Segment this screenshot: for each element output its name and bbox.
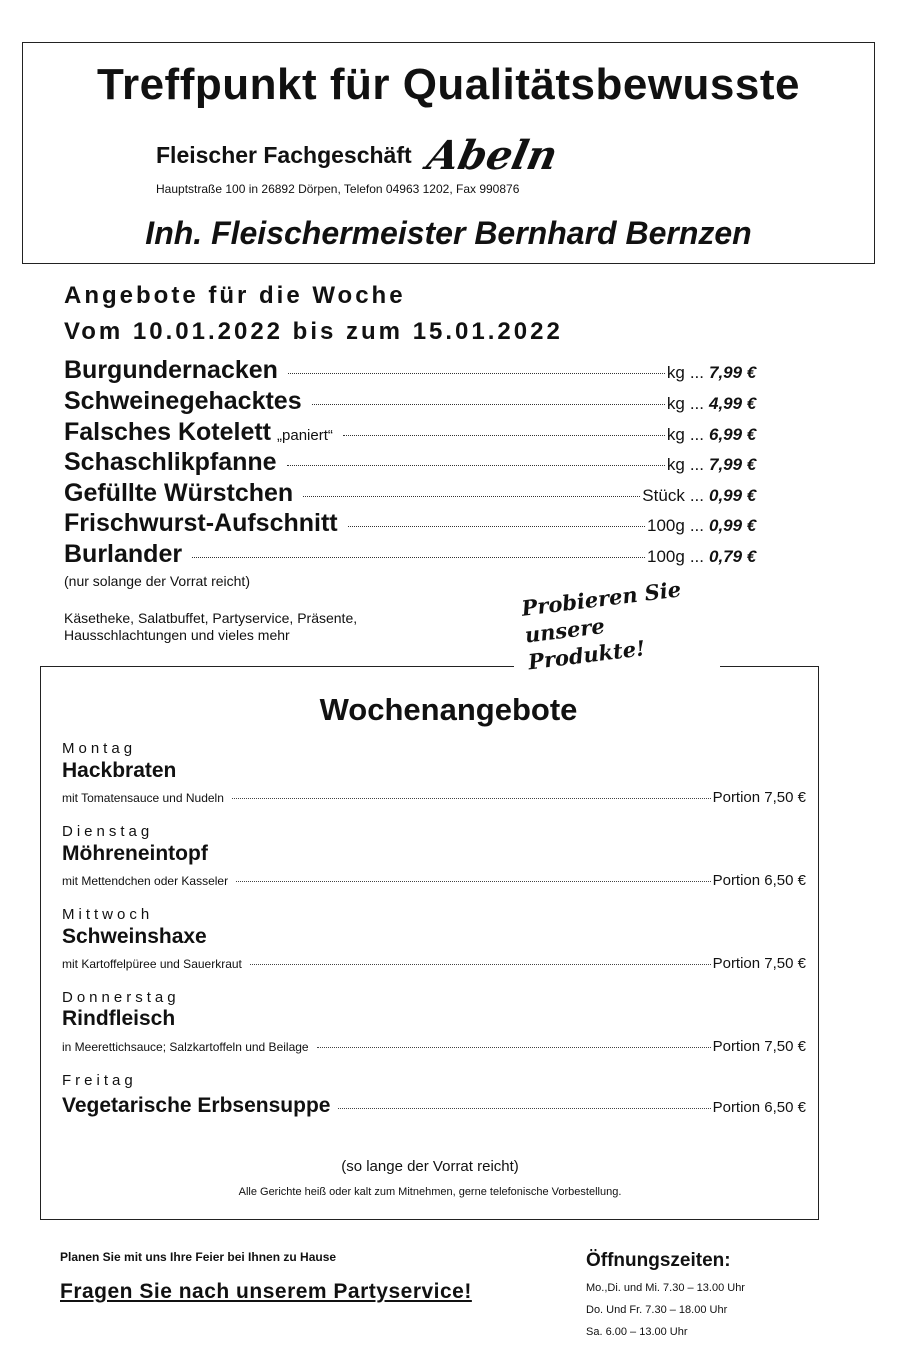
slogan-line-2: unsere Produkte! [523,613,647,675]
offer-separator: ... [689,547,704,566]
dish-row [62,1038,806,1055]
dish-price: Portion 6,50 € [712,1099,806,1116]
offer-separator: ... [689,516,704,535]
dish-price: Portion 7,50 € [712,1038,806,1055]
dish-price: Portion 7,50 € [712,955,806,972]
dot-leader [303,496,640,497]
dish-row [62,955,806,972]
opening-hours-title: Öffnungszeiten: [586,1250,731,1271]
dot-leader [312,404,665,405]
day-label: Dienstag [62,823,154,840]
offer-separator: ... [689,363,704,382]
offer-unit: 100g [647,516,685,535]
offer-unit: 100g [647,547,685,566]
availability-note: (nur solange der Vorrat reicht) [64,573,250,589]
day-label: Mittwoch [62,906,154,923]
offer-row [64,448,764,478]
dish-description: mit Tomatensauce und Nudeln [62,791,224,805]
offers-dates: Vom 10.01.2022 bis zum 15.01.2022 [64,318,563,345]
dish-price: Portion 6,50 € [712,872,806,889]
dot-leader [288,373,665,374]
slogan-line-1: Probieren Sie [520,576,683,621]
offer-price: 6,99 € [709,425,757,444]
offer-name: Falsches Kotelett „paniert“ [64,418,333,446]
page-title: Treffpunkt für Qualitätsbewusste [97,60,800,109]
dish-name: Rindfleisch [62,1007,176,1030]
offer-unit: kg [666,455,685,474]
offer-separator: ... [689,455,704,474]
offer-row [64,356,764,386]
dot-leader [343,435,665,436]
dish-name: Vegetarische Erbsensuppe [62,1094,331,1117]
shop-line [156,132,562,179]
opening-hours-line: Do. Und Fr. 7.30 – 18.00 Uhr [586,1304,728,1316]
dot-leader [236,881,711,882]
day-label: Montag [62,740,137,757]
offer-row [64,479,764,509]
offer-row [64,387,764,417]
party-plan-text: Planen Sie mit uns Ihre Feier bei Ihnen zu Hause [60,1250,337,1264]
offer-unit: kg [666,394,685,413]
dot-leader [232,798,711,799]
offer-name: Frischwurst-Aufschnitt [64,509,338,537]
offer-row [64,509,764,539]
offer-price: 0,99 € [709,516,757,535]
offer-name: Burgundernacken [64,356,278,384]
offer-subtitle: „paniert“ [277,427,333,444]
shop-type: Fleischer Fachgeschäft [156,142,412,168]
offer-unit: kg [666,425,685,444]
day-label: Freitag [62,1072,137,1089]
dot-leader [317,1047,711,1048]
dish-description: mit Kartoffelpüree und Sauerkraut [62,957,242,971]
dish-name: Möhreneintopf [62,842,208,865]
offer-name: Schaschlikpfanne [64,448,277,476]
takeaway-note: Alle Gerichte heiß oder kalt zum Mitnehmen, gerne telefonische Vorbestellung. [238,1186,622,1198]
dot-leader [287,465,665,466]
offer-price: 7,99 € [709,455,757,474]
day-label: Donnerstag [62,989,180,1006]
dish-price: Portion 7,50 € [712,789,806,806]
offer-price: 0,99 € [709,486,757,505]
availability-note: (so lange der Vorrat reicht) [341,1158,519,1175]
offer-unit: kg [666,363,685,382]
offer-name: Schweinegehacktes [64,387,302,415]
offer-name: Gefüllte Würstchen [64,479,294,507]
slogan [520,571,728,676]
extra-services: Käsetheke, Salatbuffet, Partyservice, Präsente, Hausschlachtungen und vieles mehr [64,610,358,643]
dish-name: Schweinshaxe [62,925,207,948]
opening-hours-line: Sa. 6.00 – 13.00 Uhr [586,1326,688,1338]
offer-separator: ... [689,425,704,444]
offer-price: 0,79 € [709,547,757,566]
offer-row [64,540,764,570]
dot-leader [250,964,711,965]
offer-price: 7,99 € [709,363,757,382]
dish-row [62,789,806,806]
dish-row [62,1094,806,1118]
party-service-text: Fragen Sie nach unserem Partyservice! [60,1280,472,1303]
shop-address: Hauptstraße 100 in 26892 Dörpen, Telefon 04963 1202, Fax 990876 [156,182,520,196]
dot-leader [338,1108,710,1109]
shop-owner: Inh. Fleischermeister Bernhard Bernzen [145,215,752,251]
offer-row [64,418,764,448]
offer-separator: ... [689,394,704,413]
offer-price: 4,99 € [709,394,757,413]
offer-name: Burlander [64,540,183,568]
offer-unit: Stück [642,486,685,505]
weekly-title: Wochenangebote [319,692,578,727]
dish-name: Hackbraten [62,759,177,782]
shop-logo: Abeln [422,132,562,179]
dish-row [62,872,806,889]
opening-hours-line: Mo.,Di. und Mi. 7.30 – 13.00 Uhr [586,1282,745,1294]
dot-leader [348,526,645,527]
offer-separator: ... [689,486,704,505]
dish-description: mit Mettendchen oder Kasseler [62,874,229,888]
dot-leader [192,557,645,558]
offers-title: Angebote für die Woche [64,282,406,309]
dish-description: in Meerettichsauce; Salzkartoffeln und Beilage [62,1040,309,1054]
